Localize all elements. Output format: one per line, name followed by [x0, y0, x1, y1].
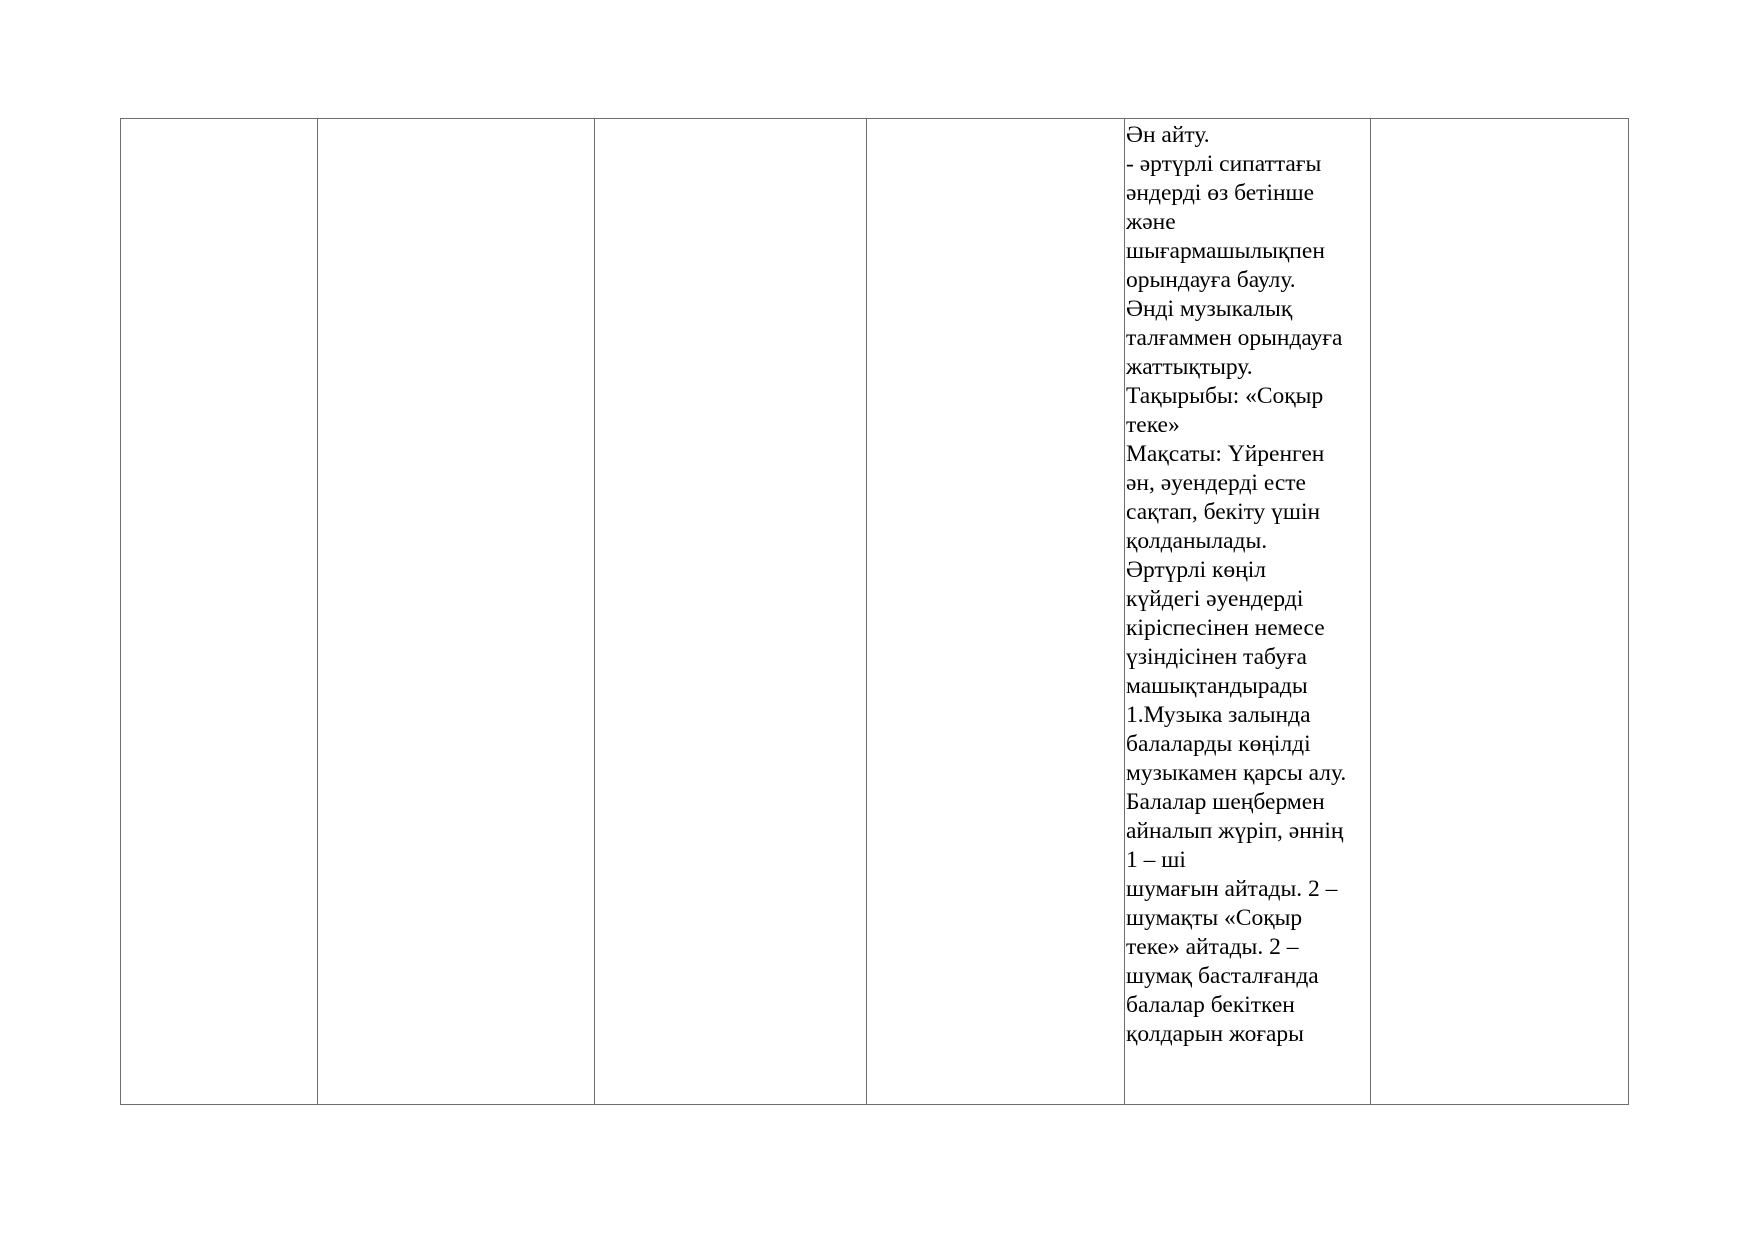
text-line: талғаммен орындауға — [1126, 325, 1343, 351]
table-cell-4 — [867, 119, 1125, 1105]
text-line: Балалар шеңбермен — [1126, 789, 1325, 815]
text-line: ән, әуендерді есте — [1126, 470, 1306, 496]
text-line: Мақсаты: Үйренген — [1126, 441, 1325, 467]
text-line: машықтандырады — [1126, 673, 1308, 699]
text-line: Ән айту. — [1126, 122, 1210, 148]
text-line: Тақырыбы: «Соқыр — [1126, 383, 1324, 409]
text-line: және — [1126, 209, 1176, 235]
text-line: Әртүрлі көңіл — [1126, 557, 1267, 583]
text-line: әндерді өз бетінше — [1126, 180, 1315, 206]
text-line: үзіндісінен табуға — [1126, 644, 1307, 670]
text-line: балалар бекіткен — [1126, 992, 1295, 1018]
text-line: шумағын айтады. 2 – — [1126, 876, 1338, 902]
text-line: шумақты «Соқыр — [1126, 905, 1303, 931]
text-line: 1 – ші — [1126, 847, 1186, 873]
text-line: - әртүрлі сипаттағы — [1126, 151, 1322, 177]
text-line: Әнді музыкалық — [1126, 296, 1293, 322]
lesson-plan-table — [120, 118, 1629, 1105]
text-line: сақтап, бекіту үшін — [1126, 499, 1321, 525]
text-line: қолданылады. — [1126, 528, 1268, 554]
table-cell-5 — [1125, 119, 1371, 1105]
table-row — [121, 119, 1629, 1105]
table-cell-3 — [595, 119, 867, 1105]
table-cell-2 — [318, 119, 595, 1105]
text-line: орындауға баулу. — [1126, 267, 1296, 293]
text-line: 1.Музыка залында — [1126, 702, 1311, 728]
text-line: теке» айтады. 2 – — [1126, 934, 1299, 960]
text-line: кіріспесінен немесе — [1126, 615, 1325, 641]
table-cell-6 — [1371, 119, 1629, 1105]
text-line: балаларды көңілді — [1126, 731, 1311, 757]
text-line: шығармашылықпен — [1126, 238, 1325, 264]
text-line: қолдарын жоғары — [1126, 1021, 1304, 1047]
text-line: теке» — [1126, 412, 1180, 438]
music-activity-text — [1125, 119, 1370, 1049]
text-line: айналып жүріп, әннің — [1126, 818, 1344, 844]
text-line: жаттықтыру. — [1126, 354, 1253, 380]
text-line: музыкамен қарсы алу. — [1126, 760, 1347, 786]
table-cell-1 — [121, 119, 318, 1105]
text-line: күйдегі әуендерді — [1126, 586, 1304, 612]
text-line: шумақ басталғанда — [1126, 963, 1319, 989]
